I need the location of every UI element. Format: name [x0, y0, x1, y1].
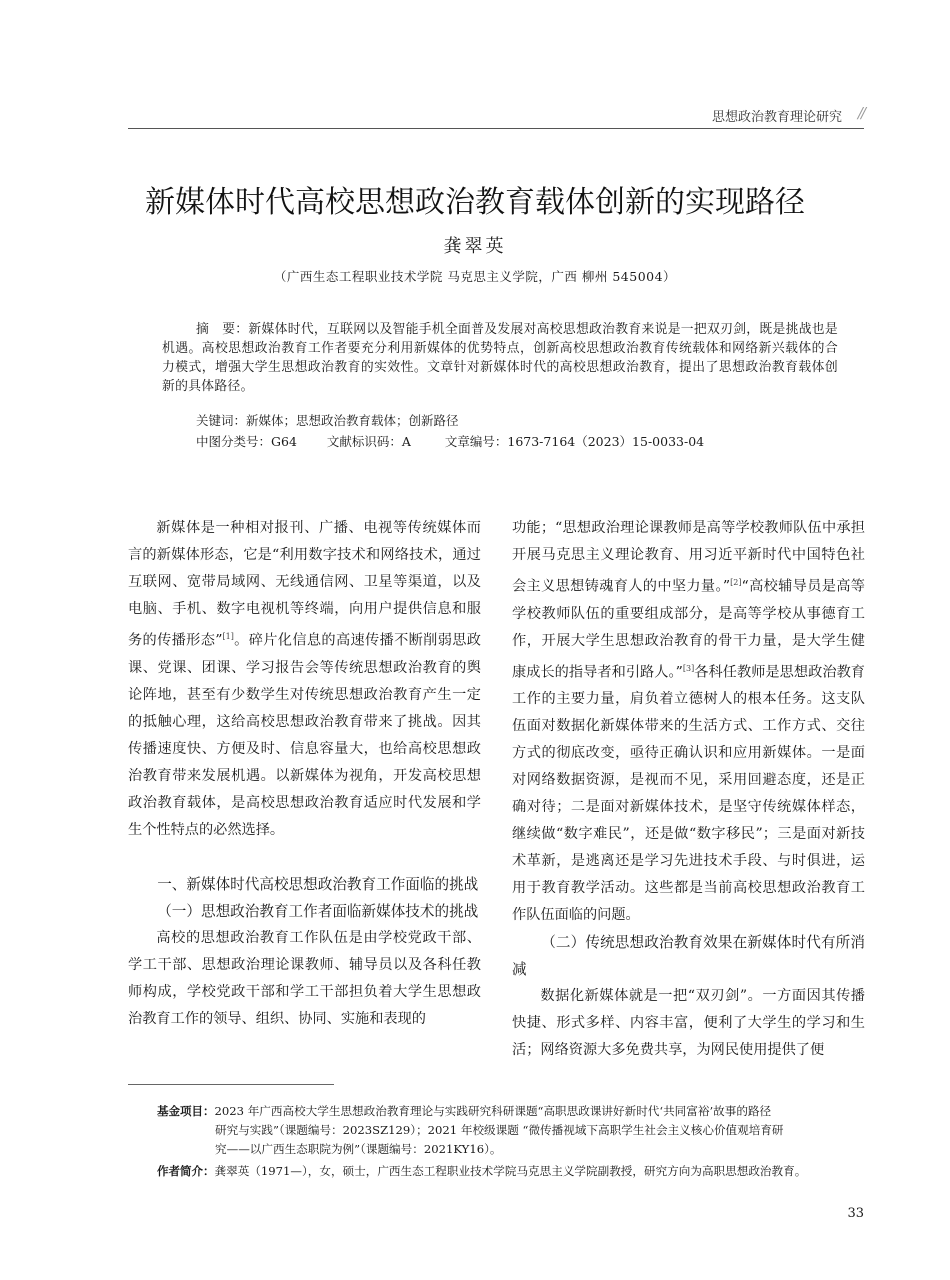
section-heading-1: 一、新媒体时代高校思想政治教育工作面临的挑战: [157, 875, 479, 893]
author-name: 龚翠英: [443, 236, 507, 257]
fund-line-3: 究——以广西生态职院为例”（课题编号：2021KY16）。: [215, 1142, 502, 1156]
footnote-rule: [128, 1084, 334, 1085]
keywords-text: 新媒体；思想政治教育载体；创新路径: [246, 413, 459, 428]
article-title: 新媒体时代高校思想政治教育载体创新的实现路径: [145, 185, 805, 220]
abstract-text: 新媒体时代，互联网以及智能手机全面普及发展对高校思想政治教育来说是一把双刃剑，既是挑战也是机遇。高校思想政治教育工作者要充分利用新媒体的优势特点，创新高校思想政治教育传统载体和网络新兴载体的合力模式，增强大学生思想政治教育的实效性。文章针对新媒体时代的高校思想政治教育，提出了思想政治教育载体创新的具体路径。: [162, 322, 839, 394]
clc-number: 中图分类号：G64: [196, 434, 297, 449]
abstract-label: 摘 要：: [196, 322, 249, 337]
abstract: [162, 320, 838, 396]
bio-text: 龚翠英（1971—），女，硕士，广西生态工程职业技术学院马克思主义学院副教授，研究方向为高职思想政治教育。: [214, 1164, 807, 1178]
subsection-heading-1: （一）思想政治教育工作者面临新媒体技术的挑战: [157, 902, 479, 920]
fund-line-1: 2023 年广西高校大学生思想政治教育理论与实践研究科研课题“高职思政课讲好新时代‘共同富裕’故事的路径: [214, 1104, 772, 1118]
author-affiliation: （广西生态工程职业技术学院 马克思主义学院，广西 柳州 545004）: [273, 269, 677, 284]
footnote-fund: [157, 1102, 871, 1159]
paragraph-intro-part1: 新媒体是一种相对报刊、广播、电视等传统媒体而言的新媒体形态，它是“利用数字技术和网络技术，通过互联网、宽带局域网、无线通信网、卫星等渠道，以及电脑、手机、数字电视机等终端，向用户提供信息和服务的传播形态”: [128, 520, 481, 649]
reference-2: [2]: [730, 578, 742, 587]
paragraph-continued-part2: “高校辅导员是高等学校教师队伍的重要组成部分，是高等学校从事德育工作，开展大学生思想政治教育的骨干力量，是大学生健康成长的指导者和引路人。”: [512, 578, 865, 681]
keywords-label: 关键词：: [196, 413, 247, 428]
paragraph-intro-part2: 。碎片化信息的高速传播不断削弱思政课、党课、团课、学习报告会等传统思想政治教育的舆论阵地，甚至有少数学生对传统思想政治教育产生一定的抵触心理，这给高校思想政治教育带来了挑战。因其传播速度快、方便及时、信息容量大，也给高校思想政治教育带来发展机遇。以新媒体为视角，开发高校思想政治教育载体，是高校思想政治教育适应时代发展和学生个性特点的必然选择。: [128, 632, 481, 838]
paragraph-intro: [128, 515, 481, 844]
document-code: 文献标识码：A: [326, 434, 411, 449]
fund-label: 基金项目：: [157, 1104, 215, 1118]
classification-line: [196, 433, 704, 451]
body-column-left: [128, 515, 481, 1033]
header-slash-decoration: //: [857, 104, 864, 122]
keywords: [196, 412, 459, 430]
article-number: 文章编号：1673-7164（2023）15-0033-04: [444, 434, 705, 449]
reference-1: [1]: [222, 632, 234, 641]
paragraph-continued-part3: 各科任教师是思想政治教育工作的主要力量，肩负着立德树人的根本任务。这支队伍面对数据化新媒体带来的生活方式、工作方式、交往方式的彻底改变，亟待正确认识和应用新媒体。一是面对网络数据资源，是视而不见，采用回避态度，还是正确对待；二是面对新媒体技术，是坚守传统媒体样态，继续做“数字难民”，还是做“数字移民”；三是面对新技术革新，是逃离还是学习先进技术手段、与时俱进，运用于教育教学活动。这些都是当前高校思想政治教育工作队伍面临的问题。: [512, 664, 865, 924]
reference-3: [3]: [682, 663, 695, 673]
page-number: 33: [847, 1206, 864, 1221]
journal-section-label: 思想政治教育理论研究: [711, 110, 842, 125]
footnote-bio: [157, 1162, 871, 1181]
paragraph-team: 高校的思想政治教育工作队伍是由学校党政干部、学工干部、思想政治理论课教师、辅导员以及各科任教师构成，学校党政干部和学工干部担负着大学生思想政治教育工作的领导、组织、协同、实施和表现的: [128, 929, 481, 1027]
paragraph-continued: [512, 515, 865, 929]
paragraph-double-edged: 数据化新媒体就是一把“双刃剑”。一方面因其传播快捷、形式多样、内容丰富，便利了大学生的学习和生活；网络资源大多免费共享，为网民使用提供了便: [512, 988, 865, 1059]
body-column-right: [512, 515, 865, 1064]
bio-label: 作者简介：: [157, 1164, 215, 1178]
subsection-heading-2: （二）传统思想政治教育效果在新媒体时代有所消减: [512, 934, 865, 979]
fund-line-2: 研究与实践”（课题编号：2023SZ129）；2021 年校级课题 “微传播视域下高职学生社会主义核心价值观培育研: [215, 1123, 784, 1137]
header-rule: [128, 128, 864, 129]
paragraph-continued-part1: 功能；“思想政治理论课教师是高等学校教师队伍中承担开展马克思主义理论教育、用习近平新时代中国特色社会主义思想铸魂育人的中坚力量。”: [512, 520, 865, 595]
